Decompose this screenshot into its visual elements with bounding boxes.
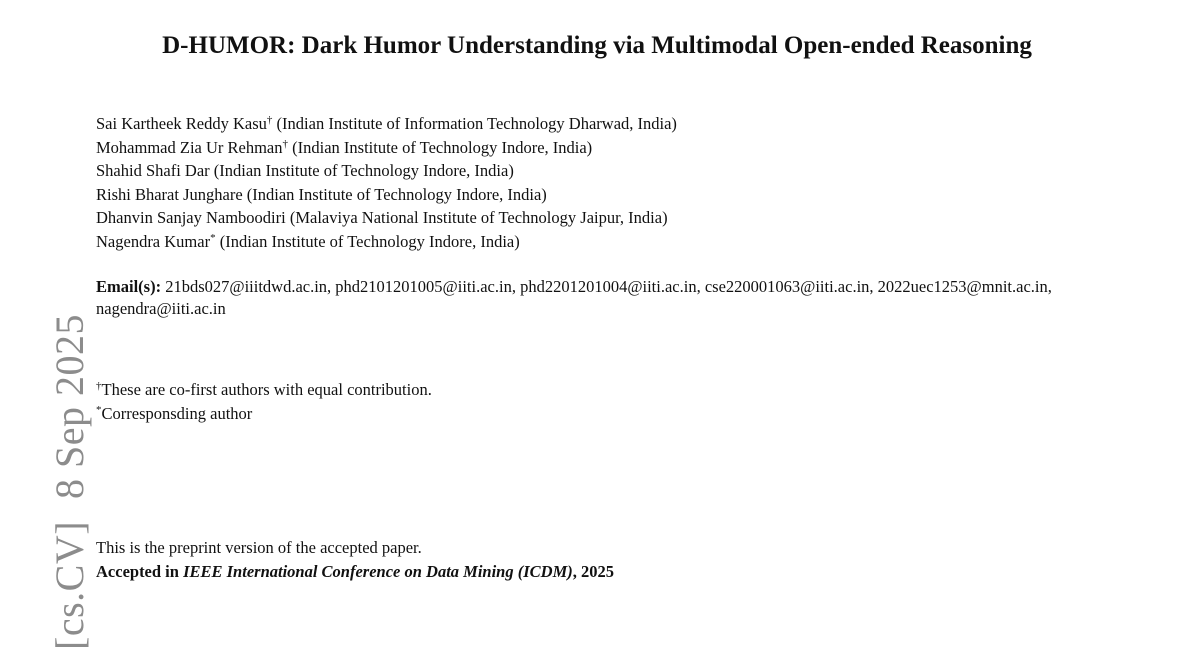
author-line xyxy=(96,230,677,254)
co-first-note xyxy=(96,378,432,402)
preprint-notice xyxy=(96,536,614,583)
author-name: Mohammad Zia Ur Rehman xyxy=(96,137,283,157)
email-addresses: 21bds027@iiitdwd.ac.in, phd2101201005@iiti.ac.in, phd2201201004@iiti.ac.in, cse220001063@iiti.ac.in, 2022uec1253@mnit.ac.in, nagendra@iiti.ac.in xyxy=(96,277,1052,318)
co-first-mark: † xyxy=(96,380,102,392)
author-line xyxy=(96,136,677,160)
author-notes xyxy=(96,378,432,425)
arxiv-side-stamp xyxy=(47,313,92,650)
author-line xyxy=(96,112,677,136)
conference-venue: IEEE International Conference on Data Mining (ICDM) xyxy=(183,561,573,581)
author-mark: * xyxy=(210,231,216,244)
corresponding-mark: * xyxy=(96,403,102,416)
corresponding-text: Corresponsding author xyxy=(101,403,253,423)
author-mark: † xyxy=(282,137,288,150)
author-mark: † xyxy=(266,114,273,126)
author-name: Nagendra Kumar xyxy=(96,231,211,251)
preprint-line: This is the preprint version of the accepted paper. xyxy=(96,538,422,557)
author-name: Dhanvin Sanjay Namboodiri xyxy=(96,208,286,227)
email-label: Email(s): xyxy=(96,277,162,296)
author-name: Shahid Shafi Dar xyxy=(96,161,210,180)
author-affiliation: (Indian Institute of Technology Indore, India) xyxy=(292,137,593,157)
arxiv-category: [cs.CV] xyxy=(47,520,92,650)
acceptance-line xyxy=(96,560,614,584)
author-name: Rishi Bharat Junghare xyxy=(96,184,243,204)
author-affiliation: (Malaviya National Institute of Technology Jaipur, India) xyxy=(289,208,668,227)
author-affiliation: (Indian Institute of Technology Indore, India) xyxy=(213,161,514,180)
author-affiliation: (Indian Institute of Information Technology Dharwad, India) xyxy=(276,114,677,133)
author-line xyxy=(96,183,677,207)
author-name: Sai Kartheek Reddy Kasu xyxy=(96,114,267,133)
author-affiliation: (Indian Institute of Technology Indore, India) xyxy=(219,231,520,251)
email-block xyxy=(96,276,1096,320)
accepted-prefix: Accepted in xyxy=(96,561,179,581)
co-first-text: These are co-first authors with equal contribution. xyxy=(101,380,432,399)
paper-title: D-HUMOR: Dark Humor Understanding via Multimodal Open-ended Reasoning xyxy=(162,32,1032,59)
corresponding-note xyxy=(96,402,432,426)
author-list xyxy=(96,112,677,253)
author-affiliation: (Indian Institute of Technology Indore, India) xyxy=(246,184,547,204)
author-line xyxy=(96,159,677,183)
conference-year: , 2025 xyxy=(572,561,614,581)
arxiv-date: 8 Sep 2025 xyxy=(47,313,92,499)
author-line xyxy=(96,206,677,230)
